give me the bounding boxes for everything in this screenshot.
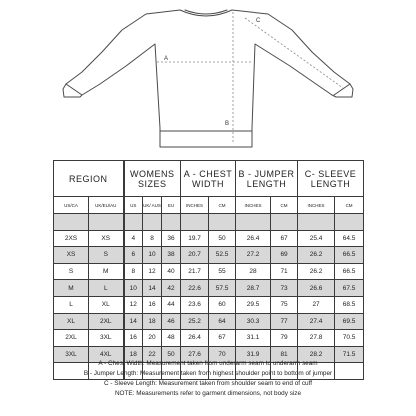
table-cell: 71.5 (335, 346, 364, 363)
table-cell: XL (54, 313, 89, 330)
table-cell: 66.5 (335, 247, 364, 264)
table-cell: 26.6 (298, 280, 335, 297)
table-cell: 44 (162, 296, 181, 313)
table-cell: 23.6 (181, 296, 209, 313)
table-cell: 6 (124, 247, 143, 264)
table-cell: 27.8 (298, 330, 335, 347)
table-row (54, 313, 364, 330)
table-cell: 19.7 (181, 230, 209, 247)
table-cell: 60 (209, 296, 236, 313)
table-cell: M (89, 263, 124, 280)
table-row (54, 230, 364, 247)
table-cell: 67 (209, 330, 236, 347)
table-body (54, 214, 364, 380)
table-cell: 66.5 (335, 263, 364, 280)
table-cell: 26.4 (236, 230, 271, 247)
table-cell: 27.4 (298, 313, 335, 330)
subheader-cell: UK/ AUS (143, 197, 162, 214)
table-cell (89, 214, 124, 231)
table-cell: 26.4 (181, 330, 209, 347)
size-chart-table (53, 160, 364, 380)
sleeve-length-line (245, 18, 343, 88)
table-cell: 10 (124, 280, 143, 297)
table-cell: 55 (209, 263, 236, 280)
table-cell: 22.6 (181, 280, 209, 297)
sweatshirt-body-outline (63, 10, 353, 147)
header-jumper-length: B - JUMPER LENGTH (236, 161, 298, 197)
header-region: REGION (54, 161, 124, 197)
table-cell: 42 (162, 280, 181, 297)
label-a: A (164, 56, 169, 62)
table-cell (271, 214, 298, 231)
subheader-cell: INCHES (298, 197, 335, 214)
table-cell: 29.5 (236, 296, 271, 313)
subheader-cell: CM (271, 197, 298, 214)
table-cell: XS (89, 230, 124, 247)
header-sleeve-length: C- SLEEVE LENGTH (298, 161, 364, 197)
table-cell: 4 (124, 230, 143, 247)
table-cell: 40 (162, 263, 181, 280)
subheader-cell: INCHES (236, 197, 271, 214)
table-cell: 8 (143, 230, 162, 247)
table-cell: 27.2 (236, 247, 271, 264)
table-cell: 31.1 (236, 330, 271, 347)
note-chest-width: A - Chest Width: Measurement taken from underarm seam to underarm seam (98, 360, 318, 367)
label-b: B (225, 121, 230, 127)
table-cell: 31.9 (236, 346, 271, 363)
table-cell (298, 214, 335, 231)
neckline (185, 10, 227, 14)
table-cell: 70.5 (335, 330, 364, 347)
table-cell: 18 (124, 346, 143, 363)
subheader-cell: UK/EU/AU (89, 197, 124, 214)
table-row (54, 214, 364, 231)
table-cell: 12 (143, 263, 162, 280)
table-cell: 8 (124, 263, 143, 280)
table-cell: 21.7 (181, 263, 209, 280)
sweatshirt-diagram (0, 0, 416, 160)
table-cell: 2XL (54, 330, 89, 347)
table-row (54, 330, 364, 347)
table-cell: 69.5 (335, 313, 364, 330)
note-jumper-length: B - Jumper Length: Measurement taken from highest shoulder point to bottom of jumper (83, 370, 333, 377)
table-cell: 75 (271, 296, 298, 313)
table-cell: 3XL (89, 330, 124, 347)
table-cell (54, 214, 89, 231)
subheader-cell: EU (162, 197, 181, 214)
note-garment: NOTE: Measurements refer to garment dimensions, not body size (114, 390, 302, 397)
table-cell: 2XS (54, 230, 89, 247)
table-row (54, 247, 364, 264)
table-cell: 48 (162, 330, 181, 347)
table-cell: 16 (124, 330, 143, 347)
table-cell (124, 214, 143, 231)
table-cell: 79 (271, 330, 298, 347)
table-cell: XL (89, 296, 124, 313)
table-cell: 2XL (89, 313, 124, 330)
table-cell: 38 (162, 247, 181, 264)
table-cell: 3XL (54, 346, 89, 363)
table-cell (143, 214, 162, 231)
table-cell: 20 (143, 330, 162, 347)
table-cell: 67.5 (335, 280, 364, 297)
note-sleeve-length: C - Sleeve Length: Measurement taken from shoulder seam to end of cuff (103, 380, 313, 387)
left-cuff-seam (66, 84, 82, 95)
table-cell: 25.2 (181, 313, 209, 330)
subheader-cell: INCHES (181, 197, 209, 214)
table-cell: 10 (143, 247, 162, 264)
table-cell: 27.6 (181, 346, 209, 363)
table-cell: 52.5 (209, 247, 236, 264)
table-cell: 69 (271, 247, 298, 264)
table-cell: 14 (124, 313, 143, 330)
subheader-cell: US (124, 197, 143, 214)
table-cell (236, 214, 271, 231)
subheader-cell: CM (209, 197, 236, 214)
subheader-row (54, 197, 364, 214)
table-cell: 18 (143, 313, 162, 330)
table-cell: 64 (209, 313, 236, 330)
table-cell: 68.5 (335, 296, 364, 313)
table-cell: 73 (271, 280, 298, 297)
table-cell: 22 (143, 346, 162, 363)
subheader-cell: CM (335, 197, 364, 214)
table-cell: 70 (209, 346, 236, 363)
label-c: C (256, 18, 261, 24)
table-cell: 27 (298, 296, 335, 313)
table-cell (162, 214, 181, 231)
table-cell: 26.2 (298, 263, 335, 280)
table-cell: 26.2 (298, 247, 335, 264)
table-cell: L (54, 296, 89, 313)
table-cell: 28.7 (236, 280, 271, 297)
table-cell (181, 214, 209, 231)
table-row (54, 263, 364, 280)
table-cell: 12 (124, 296, 143, 313)
table-cell: 81 (271, 346, 298, 363)
table-cell: 36 (162, 230, 181, 247)
table-cell: S (54, 263, 89, 280)
table-cell: 28.2 (298, 346, 335, 363)
table-cell (209, 214, 236, 231)
table-cell: 50 (209, 230, 236, 247)
table-cell: 77 (271, 313, 298, 330)
table-cell: XS (54, 247, 89, 264)
header-chest-width: A - CHEST WIDTH (181, 161, 236, 197)
table-cell: L (89, 280, 124, 297)
table-cell: 57.5 (209, 280, 236, 297)
table-cell: 25.4 (298, 230, 335, 247)
table-cell: 46 (162, 313, 181, 330)
table-cell: 64.5 (335, 230, 364, 247)
table-cell: 14 (143, 280, 162, 297)
table-row (54, 296, 364, 313)
table-cell: 20.7 (181, 247, 209, 264)
table-cell (335, 214, 364, 231)
table-cell: M (54, 280, 89, 297)
table-cell: S (89, 247, 124, 264)
right-cuff-seam (334, 84, 350, 95)
table-row (54, 280, 364, 297)
header-womens-sizes: WOMENS SIZES (124, 161, 181, 197)
table-cell: 16 (143, 296, 162, 313)
table-cell: 28 (236, 263, 271, 280)
table-cell: 67 (271, 230, 298, 247)
header-row (54, 161, 364, 197)
subheader-cell: US/CA (54, 197, 89, 214)
table-cell: 50 (162, 346, 181, 363)
measurement-notes (0, 359, 416, 399)
table-cell: 71 (271, 263, 298, 280)
table-cell: 4XL (89, 346, 124, 363)
table-cell: 30.3 (236, 313, 271, 330)
